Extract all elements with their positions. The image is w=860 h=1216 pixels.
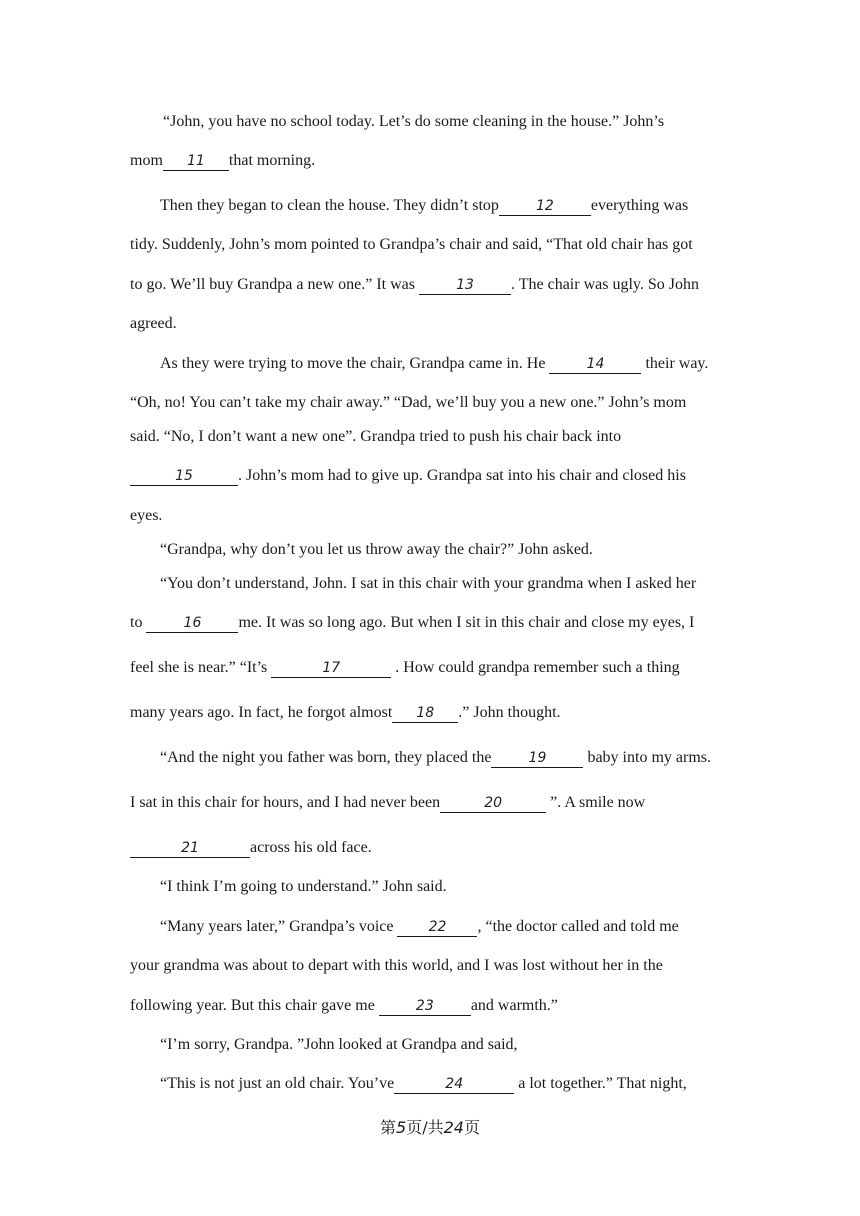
total-pages-number: 24 bbox=[443, 1118, 464, 1137]
line-text: their way. bbox=[641, 355, 709, 372]
line-text: said. “No, I don’t want a new one”. Grandpa tried to push his chair back into bbox=[130, 428, 622, 445]
line-10 bbox=[130, 466, 686, 486]
line-text: “John, you have no school today. Let’s do some cleaning in the house.” John’s bbox=[163, 113, 665, 130]
line-15 bbox=[130, 658, 680, 678]
line-2 bbox=[130, 151, 315, 171]
line-text: I sat in this chair for hours, and I had never been bbox=[130, 794, 441, 811]
line-3 bbox=[160, 196, 688, 216]
line-25 bbox=[160, 1074, 687, 1094]
line-19 bbox=[130, 838, 372, 858]
blank-17: 17 bbox=[271, 660, 391, 678]
line-text: tidy. Suddenly, John’s mom pointed to Grandpa’s chair and said, “That old chair has got bbox=[130, 236, 693, 253]
line-text: , “the doctor called and told me bbox=[477, 918, 679, 935]
line-text: agreed. bbox=[130, 315, 177, 332]
line-text: .” John thought. bbox=[458, 704, 561, 721]
line-text: “You don’t understand, John. I sat in this chair with your grandma when I asked her bbox=[160, 575, 697, 592]
line-text: many years ago. In fact, he forgot almost bbox=[130, 704, 393, 721]
line-13 bbox=[160, 574, 696, 594]
line-text: to go. We’ll buy Grandpa a new one.” It was bbox=[130, 276, 419, 293]
line-text: me. It was so long ago. But when I sit in this chair and close my eyes, I bbox=[238, 614, 695, 631]
line-11 bbox=[130, 506, 162, 526]
blank-16: 16 bbox=[146, 615, 238, 633]
line-text: Then they began to clean the house. They didn’t stop bbox=[160, 197, 499, 214]
line-12 bbox=[160, 540, 593, 560]
line-text: following year. But this chair gave me bbox=[130, 997, 379, 1014]
blank-21: 21 bbox=[130, 840, 250, 858]
line-text: “Many years later,” Grandpa’s voice bbox=[160, 918, 398, 935]
line-text: and warmth.” bbox=[470, 997, 558, 1014]
line-text: . John’s mom had to give up. Grandpa sat into his chair and closed his bbox=[238, 467, 686, 484]
line-21 bbox=[160, 917, 679, 937]
line-9 bbox=[130, 427, 621, 447]
line-17 bbox=[160, 748, 711, 768]
line-text: that morning. bbox=[228, 152, 316, 169]
current-page-number: 5 bbox=[396, 1118, 407, 1137]
line-18 bbox=[130, 793, 645, 813]
page-footer bbox=[0, 1118, 860, 1138]
blank-12: 12 bbox=[499, 198, 591, 216]
line-text: “And the night you father was born, they placed the bbox=[160, 749, 492, 766]
line-text: to bbox=[130, 614, 147, 631]
line-text: everything was bbox=[590, 197, 689, 214]
line-text: . How could grandpa remember such a thing bbox=[391, 659, 680, 676]
line-text: ”. A smile now bbox=[546, 794, 646, 811]
line-text: “I’m sorry, Grandpa. ”John looked at Grandpa and said, bbox=[160, 1036, 518, 1053]
line-text: feel she is near.” “It’s bbox=[130, 659, 272, 676]
line-text: mom bbox=[130, 152, 163, 169]
line-text: across his old face. bbox=[250, 839, 372, 856]
blank-15: 15 bbox=[130, 468, 238, 486]
footer-text: 页/共 bbox=[406, 1118, 444, 1137]
blank-11: 11 bbox=[163, 153, 229, 171]
line-6 bbox=[130, 314, 177, 334]
line-text: “Grandpa, why don’t you let us throw away the chair?” John asked. bbox=[160, 541, 593, 558]
blank-18: 18 bbox=[392, 705, 458, 723]
line-24 bbox=[160, 1035, 518, 1055]
footer-text: 第 bbox=[380, 1118, 397, 1137]
line-7 bbox=[160, 354, 708, 374]
line-14 bbox=[130, 613, 694, 633]
footer-text: 页 bbox=[463, 1118, 480, 1137]
line-8 bbox=[130, 393, 686, 413]
blank-20: 20 bbox=[440, 795, 546, 813]
line-23 bbox=[130, 996, 558, 1016]
line-22 bbox=[130, 956, 663, 976]
line-4 bbox=[130, 235, 693, 255]
line-text: “Oh, no! You can’t take my chair away.” “Dad, we’ll buy you a new one.” John’s mom bbox=[130, 394, 687, 411]
line-5 bbox=[130, 275, 699, 295]
line-text: eyes. bbox=[130, 507, 163, 524]
line-text: As they were trying to move the chair, Grandpa came in. He bbox=[160, 355, 550, 372]
line-text: “I think I’m going to understand.” John said. bbox=[160, 878, 447, 895]
blank-22: 22 bbox=[397, 919, 477, 937]
blank-23: 23 bbox=[379, 998, 471, 1016]
blank-13: 13 bbox=[419, 277, 511, 295]
blank-19: 19 bbox=[491, 750, 583, 768]
line-text: your grandma was about to depart with this world, and I was lost without her in the bbox=[130, 957, 663, 974]
line-20 bbox=[160, 877, 447, 897]
line-text: a lot together.” That night, bbox=[514, 1075, 687, 1092]
line-text: “This is not just an old chair. You’ve bbox=[160, 1075, 395, 1092]
line-text: . The chair was ugly. So John bbox=[511, 276, 699, 293]
blank-24: 24 bbox=[394, 1076, 514, 1094]
line-text: baby into my arms. bbox=[583, 749, 711, 766]
blank-14: 14 bbox=[549, 356, 641, 374]
line-1 bbox=[163, 112, 664, 132]
line-16 bbox=[130, 703, 561, 723]
